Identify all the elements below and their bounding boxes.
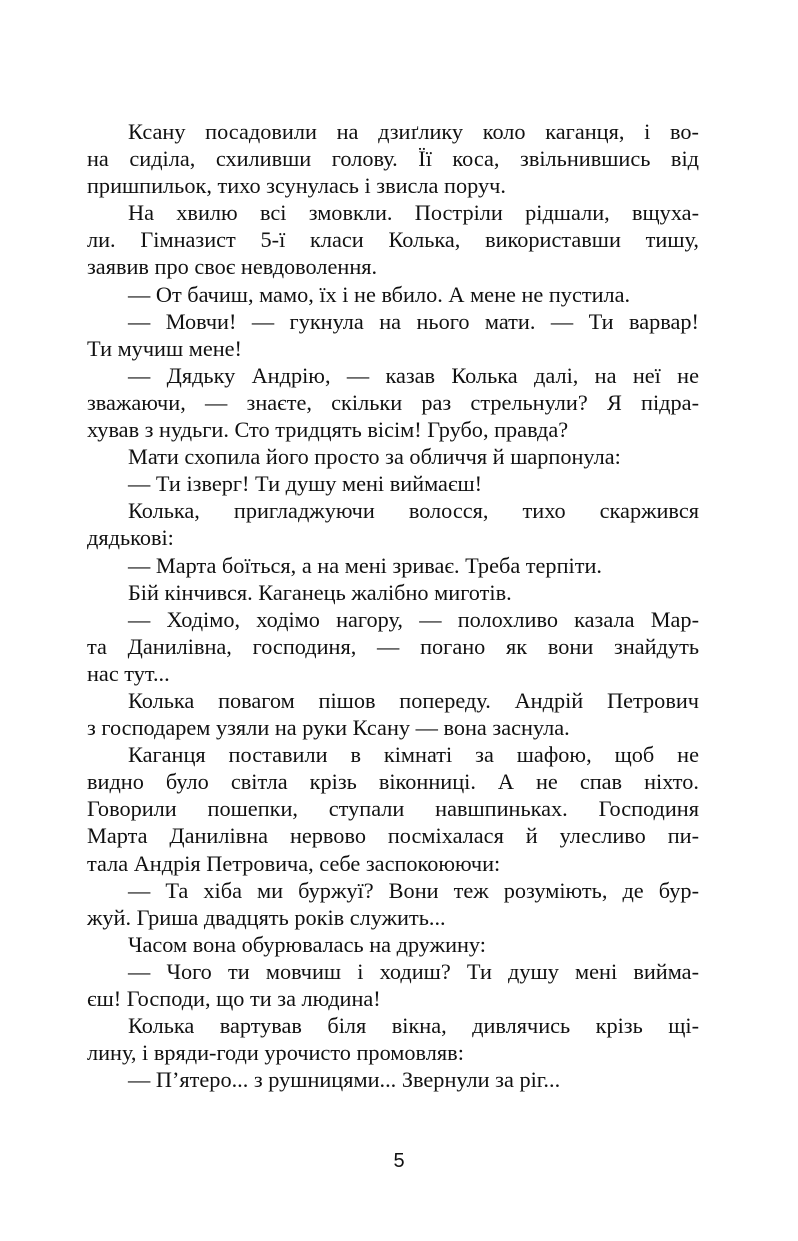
text-line: заявив про своє невдоволення. [87,254,378,280]
text-line: хував з нудьги. Сто тридцять вісім! Грубо, правда? [87,417,569,443]
text-line: з господарем узяли на руки Ксану — вона заснула. [87,715,570,741]
text-line: — Ходімо, ходімо нагору, — полохливо казала Мар- [128,606,699,632]
text-line: Ксану посадовили на дзиґлику коло каганця, і во- [128,119,699,144]
text-line: лину, і вряди-годи урочисто промовляв: [87,1040,464,1066]
text-line: тала Андрія Петровича, себе заспокоюючи: [87,850,501,876]
text-line: дядькові: [87,525,174,551]
text-line: видно було світла крізь віконниці. А не спав ніхто. [87,769,699,795]
text-line: Мати схопила його просто за обличчя й шарпонула: [128,444,621,470]
text-line: — Чого ти мовчиш і ходиш? Ти душу мені вийма- [128,958,699,984]
text-line: Колька вартував біля вікна, дивлячись крізь щі- [128,1013,699,1039]
text-line: — Мовчи! — гукнула на нього мати. — Ти варвар! [128,308,699,334]
text-line: єш! Господи, що ти за людина! [87,986,381,1011]
text-line: ли. Гімназист 5-ї класи Колька, використавши тишу, [87,227,699,253]
text-line: зважаючи, — знаєте, скільки раз стрельнули? Я підра- [87,389,699,415]
text-line: — Ти ізверг! Ти душу мені виймаєш! [128,471,483,497]
page-number: 5 [393,1150,405,1172]
body-text [87,118,699,1093]
text-line: Колька, пригладжуючи волосся, тихо скаржився [128,498,699,524]
text-line: Каганця поставили в кімнаті за шафою, щоб не [128,742,699,768]
text-line: та Данилівна, господиня, — погано як вони знайдуть [87,633,699,659]
text-line: Говорили пошепки, ступали навшпиньках. Господиня [87,796,699,822]
text-line: — Дядьку Андрію, — казав Колька далі, на неї не [128,362,699,388]
text-line: пришпильок, тихо зсунулась і звисла поруч. [87,173,506,199]
text-line: Ти мучиш мене! [87,335,242,361]
text-line: Бій кінчився. Каганець жалібно миготів. [128,579,512,605]
text-line: — Та хіба ми буржуї? Вони теж розуміють, де бур- [128,877,699,903]
text-line: На хвилю всі змовкли. Постріли рідшали, вщуха- [128,200,699,226]
text-line: Часом вона обурювалась на дружину: [128,931,486,957]
text-line: на сиділа, схиливши голову. Її коса, звільнившись від [87,146,699,172]
text-line: — От бачиш, мамо, їх і не вбило. А мене не пустила. [128,281,631,307]
text-line: нас тут... [87,660,170,686]
text-line: Марта Данилівна нервово посміхалася й улесливо пи- [87,823,699,849]
text-line: — Марта боїться, а на мені зриває. Треба терпіти. [128,552,602,578]
text-line: — П’ятеро... з рушницями... Звернули за ріг... [128,1067,561,1093]
text-line: жуй. Гриша двадцять років служить... [87,904,446,930]
text-line: Колька повагом пішов попереду. Андрій Петрович [128,687,699,713]
